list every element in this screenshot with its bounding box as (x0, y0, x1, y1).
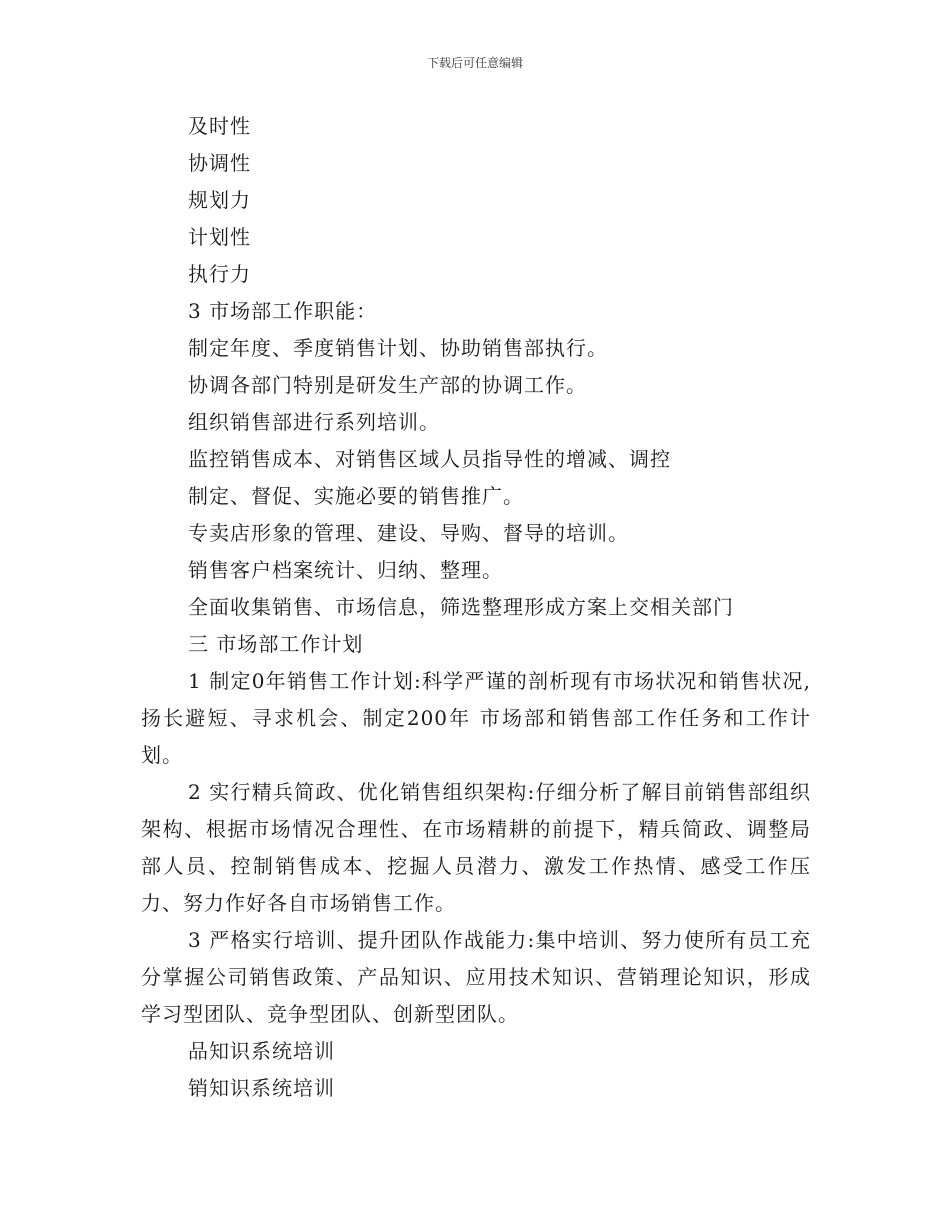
paragraph: 3 严格实行培训、提升团队作战能力:集中培训、努力使所有员工充分掌握公司销售政策、产品知识、应用技术知识、营销理论知识，形成学习型团队、竞争型团队、创新型团队。 (141, 928, 811, 1026)
section-heading: 3 市场部工作职能： (188, 299, 378, 323)
text-line: 销知识系统培训 (188, 1076, 335, 1100)
text-line: 及时性 (188, 114, 251, 138)
text-line: 专卖店形象的管理、建设、导购、督导的培训。 (188, 521, 629, 545)
paragraph: 2 实行精兵简政、优化销售组织架构:仔细分析了解目前销售部组织架构、根据市场情况合理性、在市场精耕的前提下，精兵简政、调整局部人员、控制销售成本、挖掘人员潜力、激发工作热情、感受工作压力、努力作好各自市场销售工作。 (141, 780, 811, 915)
section-heading: 三 市场部工作计划 (188, 632, 364, 656)
text-line: 计划性 (188, 225, 251, 249)
text-line: 全面收集销售、市场信息，筛选整理形成方案上交相关部门 (188, 595, 734, 619)
paragraph: 1 制定0年销售工作计划:科学严谨的剖析现有市场状况和销售状况,扬长避短、寻求机会、制定200年 市场部和销售部工作任务和工作计划。 (141, 669, 811, 767)
text-line: 协调性 (188, 151, 251, 175)
text-line: 执行力 (188, 262, 251, 286)
text-line: 品知识系统培训 (188, 1039, 335, 1063)
text-line: 组织销售部进行系列培训。 (188, 410, 440, 434)
text-line: 销售客户档案统计、归纳、整理。 (188, 558, 503, 582)
page-header: 下载后可任意编辑 (426, 56, 523, 70)
text-line: 制定、督促、实施必要的销售推广。 (188, 484, 524, 508)
text-line: 协调各部门特别是研发生产部的协调工作。 (188, 373, 587, 397)
text-line: 制定年度、季度销售计划、协助销售部执行。 (188, 336, 608, 360)
text-line: 规划力 (188, 188, 251, 212)
text-line: 监控销售成本、对销售区域人员指导性的增减、调控 (188, 447, 671, 471)
document-body (141, 108, 811, 1107)
